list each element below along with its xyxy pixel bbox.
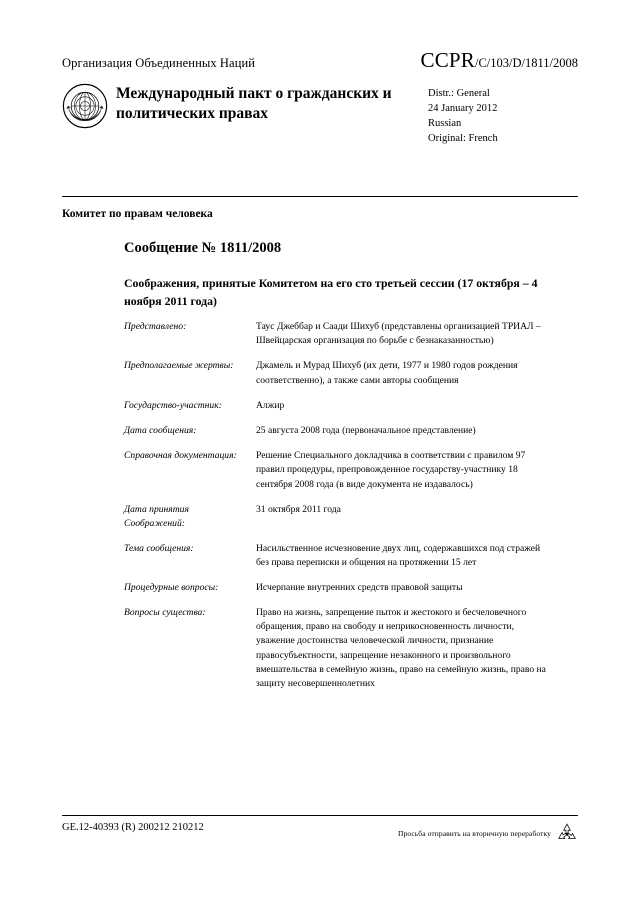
distribution-block — [428, 79, 578, 147]
metadata-label: Дата принятия Соображений: — [124, 503, 189, 529]
metadata-label: Тема сообщения: — [124, 542, 194, 554]
covenant-title-block — [114, 79, 428, 147]
un-emblem-wrap — [62, 79, 114, 147]
metadata-value: 31 октября 2011 года — [256, 503, 341, 515]
metadata-label: Справочная документация: — [124, 450, 237, 462]
job-number: GE.12-40393 (R) 200212 210212 — [62, 822, 204, 833]
metadata-label: Вопросы существа: — [124, 607, 206, 619]
metadata-label: Процедурные вопросы: — [124, 581, 219, 593]
un-emblem-icon — [62, 83, 108, 129]
communication-number: Сообщение № 1811/2008 — [124, 240, 282, 256]
footer-divider — [62, 815, 578, 816]
metadata-row — [124, 581, 554, 595]
committee-name: Комитет по правам человека — [62, 208, 213, 220]
metadata-value: Насильственное исчезновение двух лиц, содержавшихся под стражей без права переписки и общения на протяжении 15 лет — [256, 542, 541, 568]
metadata-row — [124, 606, 554, 691]
original-line: Original: French — [428, 132, 498, 144]
metadata-row — [124, 320, 554, 348]
document-symbol — [420, 48, 578, 73]
metadata-label: Государство-участник: — [124, 399, 222, 411]
metadata-value: Исчерпание внутренних средств правовой защиты — [256, 581, 463, 593]
organization-name: Организация Объединенных Наций — [62, 56, 256, 70]
views-title: Соображения, принятые Комитетом на его сто третьей сессии (17 октября – 4 ноября 2011 года) — [124, 276, 538, 308]
metadata-value: Таус Джеббар и Саади Шихуб (представлены организацией ТРИАЛ – Швейцарская организация по борьбе с безнаказанностью) — [256, 321, 541, 347]
header-top-row — [62, 48, 578, 73]
covenant-title: Международный пакт о гражданских и политических правах — [116, 85, 392, 123]
header-divider — [62, 196, 578, 197]
metadata-row — [124, 359, 554, 387]
document-header — [62, 48, 578, 147]
metadata-row — [124, 424, 554, 438]
distr-line: Distr.: General — [428, 88, 490, 99]
recycle-icon — [556, 822, 578, 844]
date-line: 24 January 2012 — [428, 102, 498, 114]
document-symbol-suffix: /C/103/D/1811/2008 — [474, 56, 578, 70]
metadata-value: Решение Специального докладчика в соответствии с правилом 97 правил процедуры, препровожденное государству-участнику 18 сентября 2008 года (в виде документа не издавалось) — [256, 450, 526, 490]
metadata-label: Представлено: — [124, 321, 187, 332]
metadata-row — [124, 503, 554, 531]
metadata-list — [124, 320, 554, 702]
metadata-value: Алжир — [256, 399, 285, 411]
metadata-value: 25 августа 2008 года (первоначальное представление) — [256, 424, 476, 436]
metadata-row — [124, 399, 554, 413]
recycle-notice — [398, 822, 578, 844]
metadata-row — [124, 449, 554, 492]
language-line: Russian — [428, 117, 462, 129]
metadata-row — [124, 542, 554, 570]
recycle-text: Просьба отправить на вторичную переработку — [397, 828, 551, 838]
header-main-row — [62, 79, 578, 147]
metadata-label: Предполагаемые жертвы: — [124, 360, 234, 372]
metadata-value: Джамель и Мурад Шихуб (их дети, 1977 и 1980 годов рождения соответственно), а также сами авторы сообщения — [256, 360, 518, 386]
metadata-value: Право на жизнь, запрещение пыток и жестокого и бесчеловечного обращения, право на свободу и неприкосновенность личности, уважение достоинства человеческой личности, признание правосубъектности, запрещение незаконного и произвольного вмешательства в семейную жизнь, право на семейную жизнь, право на защиту несовершеннолетних — [256, 607, 546, 689]
document-symbol-main: CCPR — [420, 48, 475, 72]
document-footer — [62, 822, 578, 844]
metadata-label: Дата сообщения: — [124, 424, 197, 436]
